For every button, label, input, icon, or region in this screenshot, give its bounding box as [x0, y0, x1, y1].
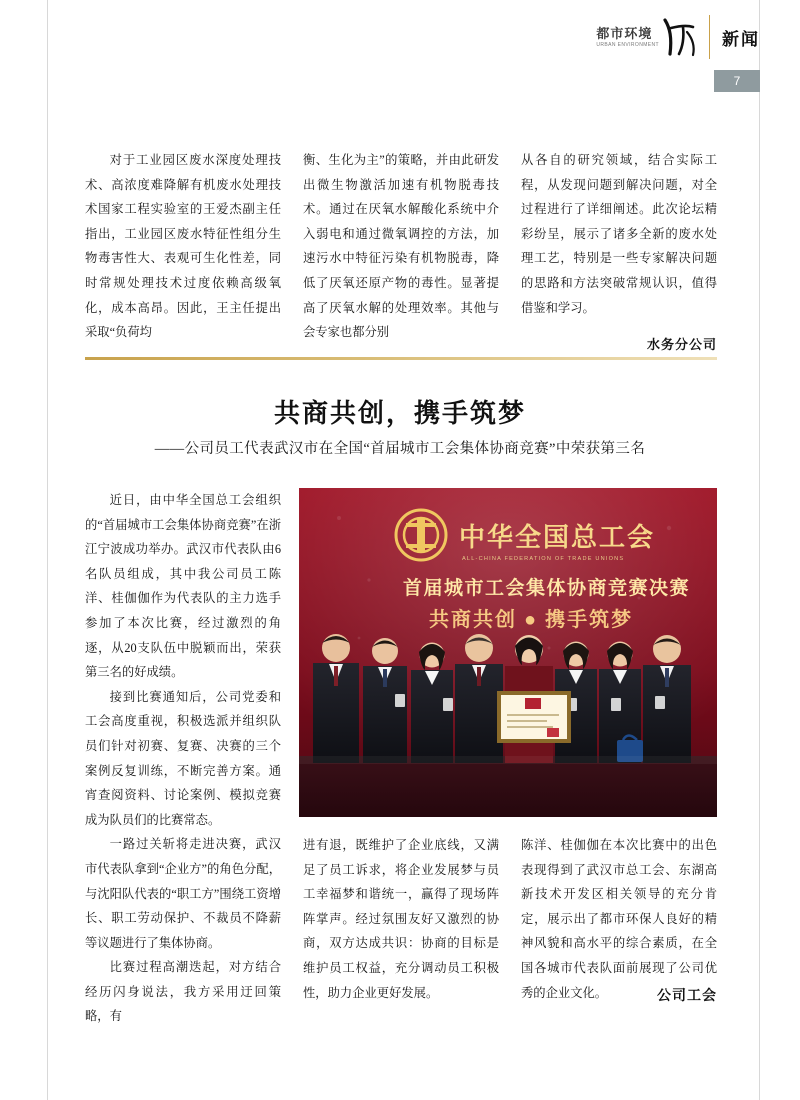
page-header: [596, 14, 760, 60]
page-frame-right-rule: [759, 0, 760, 1100]
feature-column-3: [521, 833, 717, 1005]
group-award-photo: [299, 488, 717, 817]
feature-bottom-columns: [85, 833, 717, 1005]
paragraph: 从各自的研究领域，结合实际工程，从发现问题到解决问题，对全过程进行了详细阐述。此次论坛精彩纷呈，展示了诸多全新的废水处理工艺，特别是一些专家解决问题的思路和方法突破常规认识，值得借鉴和学习。: [521, 153, 717, 315]
top-article-byline: 水务分公司: [646, 337, 717, 353]
page-number-badge: 7: [714, 70, 760, 92]
paragraph: 对于工业园区废水深度处理技术、高浓度难降解有机废水处理技术国家工程实验室的王爱杰副主任指出，工业园区废水特征性组分生物毒害性大、表观可生化性差，同时常规处理技术过度依赖高级氧化，成本高昂。因此，王主任提出采取“负荷均: [85, 153, 281, 340]
paragraph: 衡、生化为主”的策略，并由此研发出微生物激活加速有机物脱毒技术。通过在厌氧水解酸化系统中介入弱电和通过微氧调控的方法，加速污水中特征污染有机物脱毒，降低了厌氧还原产物的毒性。显著提高了厌氧水解的处理效率。其他与会专家也都分别: [303, 153, 499, 340]
top-article-column-3: [521, 148, 717, 353]
brush-stroke-logo-icon: [659, 16, 699, 58]
top-article-column-2: [303, 148, 499, 353]
svg-text:中华全国总工会: 中华全国总工会: [459, 523, 656, 552]
page-subtitle: ——公司员工代表武汉市在全国“首届城市工会集体协商竞赛”中荣获第三名: [154, 441, 646, 457]
paragraph: 进有退，既维护了企业底线，又满足了员工诉求，将企业发展梦与员工幸福梦和谐统一，赢得了现场阵阵掌声。经过氛围友好又激烈的协商，双方达成共识：协商的目标是维护员工权益，充分调动员工积极性，助力企业更好发展。: [303, 838, 499, 1000]
paragraph: 近日，由中华全国总工会组织的“首届城市工会集体协商竞赛”在浙江宁波成功举办。武汉市代表队由6名队员组成，其中我公司员工陈洋、桂伽伽作为代表队的主力选手参加了本次比赛，经过激烈的角逐，从20支队伍中脱颖而出，荣获第三名的好成绩。: [85, 493, 281, 680]
svg-text:ALL-CHINA FEDERATION OF TRADE: ALL-CHINA FEDERATION OF TRADE UNIONS: [462, 556, 625, 562]
masthead: [596, 27, 659, 48]
gold-separator: [85, 357, 717, 360]
paragraph: 接到比赛通知后，公司党委和工会高度重视，积极选派并组织队员们针对初赛、复赛、决赛的三个案例反复训练，不断完善方案。通宵查阅资料、讨论案例、模拟竞赛成为队员们的比赛常态。: [85, 689, 281, 827]
header-divider: [709, 15, 710, 59]
paragraph: 陈洋、桂伽伽在本次比赛中的出色表现得到了武汉市总工会、东湖高新技术开发区相关领导的充分肯定，展示出了都市环保人良好的精神风貌和高水平的综合素质，在全国各城市代表队面前展现了公司优秀的企业文化。: [521, 838, 717, 1000]
svg-text:共商共创 ● 携手筑梦: 共商共创 ● 携手筑梦: [429, 609, 634, 631]
top-article: [85, 148, 717, 353]
paragraph: 一路过关斩将走进决赛，武汉市代表队拿到“企业方”的角色分配，与沈阳队代表的“职工方”围绕工资增长、职工劳动保护、不裁员不降薪等议题进行了集体协商。: [85, 837, 281, 950]
svg-text:首届城市工会集体协商竞赛决赛: 首届城市工会集体协商竞赛决赛: [403, 578, 691, 599]
paragraph: 比赛过程高潮迭起，对方结合经历闪身说法，我方采用迂回策略，有: [85, 960, 281, 1024]
masthead-title: 都市环境: [596, 25, 653, 41]
page-title: 共商共创，携手筑梦: [273, 399, 526, 428]
section-label: 新闻: [722, 29, 760, 49]
masthead-subtitle: URBAN ENVIRONMENT: [596, 41, 659, 48]
feature-byline: 公司工会: [657, 989, 717, 1004]
feature-column-2: [303, 833, 499, 1005]
page-frame-left-rule: [47, 0, 48, 1100]
top-article-column-1: [85, 148, 281, 353]
